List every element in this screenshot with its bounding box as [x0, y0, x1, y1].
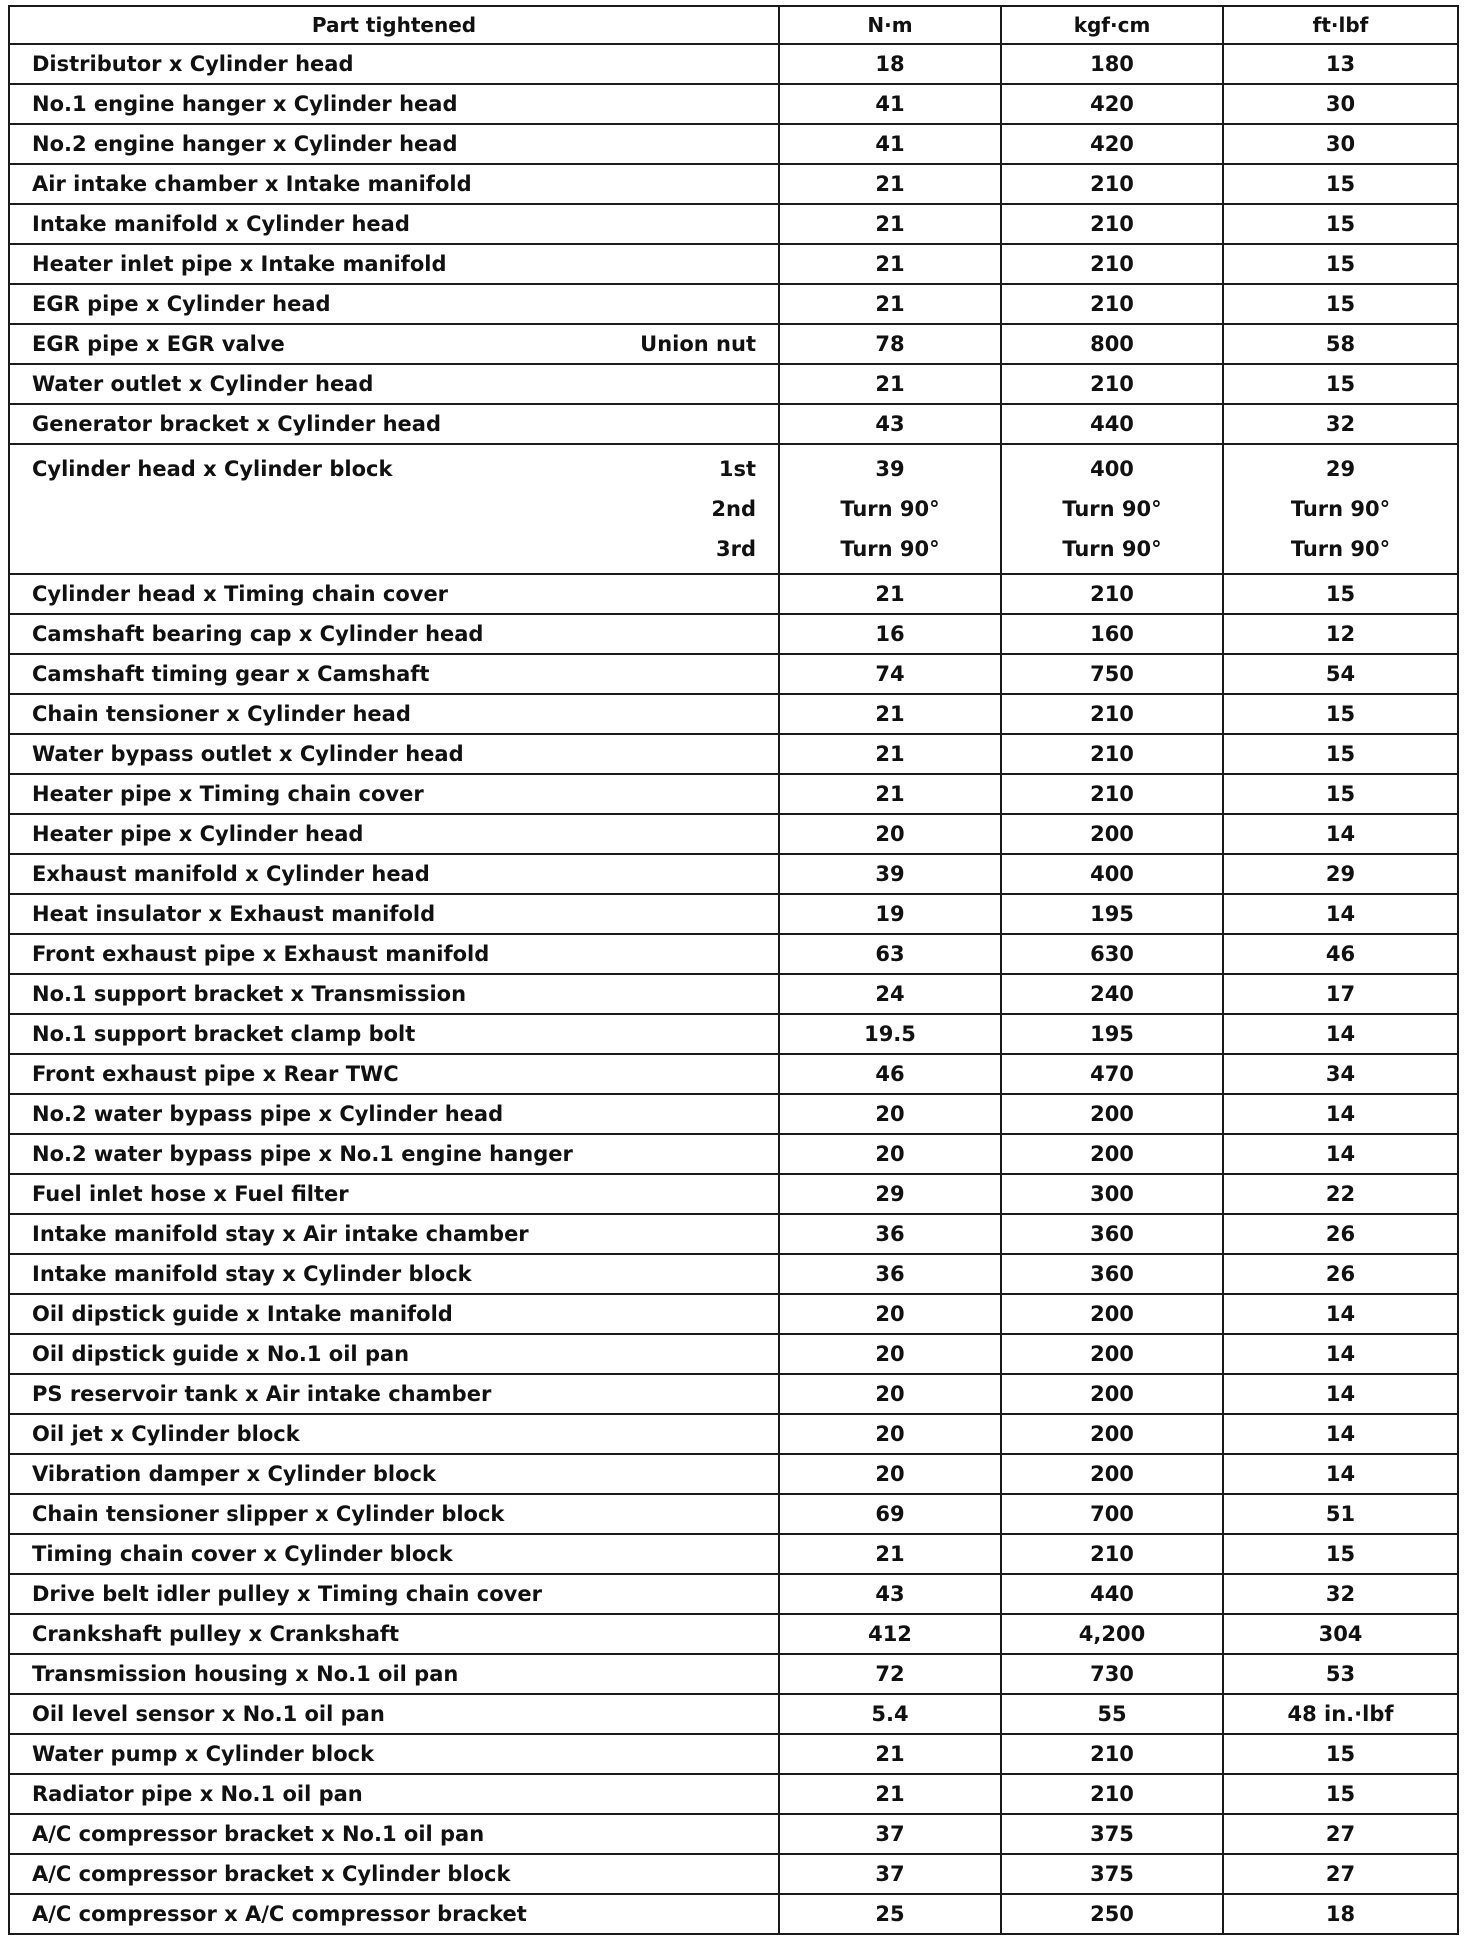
- kgf-value: 440: [1001, 404, 1223, 444]
- part-label: Chain tensioner x Cylinder head: [32, 702, 411, 726]
- ft-value: 14: [1223, 1334, 1458, 1374]
- kgf-value: 160: [1001, 614, 1223, 654]
- table-row-cylinder-head-block: [9, 444, 1458, 574]
- ft-value: 34: [1223, 1054, 1458, 1094]
- ft-value: 14: [1223, 814, 1458, 854]
- kgf-value: 210: [1001, 284, 1223, 324]
- kgf-value: 750: [1001, 654, 1223, 694]
- ft-value: 46: [1223, 934, 1458, 974]
- nm-value: 412: [779, 1614, 1001, 1654]
- kgf-value: 210: [1001, 694, 1223, 734]
- ft-value: 15: [1223, 364, 1458, 404]
- header-row: [9, 6, 1458, 44]
- ft-value: 14: [1223, 1414, 1458, 1454]
- ft-value: 15: [1223, 694, 1458, 734]
- kgf-value: 200: [1001, 814, 1223, 854]
- table-row: [9, 1654, 1458, 1694]
- table-row: [9, 1574, 1458, 1614]
- kgf-value: 400: [1090, 457, 1134, 481]
- ft-value: 15: [1223, 774, 1458, 814]
- kgf-value: 400: [1001, 854, 1223, 894]
- part-cell: [9, 84, 779, 124]
- part-cell: [9, 1054, 779, 1094]
- part-cell: [9, 1814, 779, 1854]
- table-row: [9, 1414, 1458, 1454]
- part-cell: [9, 1254, 779, 1294]
- table-row: [9, 1014, 1458, 1054]
- table-row: [9, 774, 1458, 814]
- header-nm: N·m: [779, 6, 1001, 44]
- ft-value: 30: [1223, 84, 1458, 124]
- part-cell: [9, 654, 779, 694]
- nm-value: 20: [779, 1414, 1001, 1454]
- part-label: Intake manifold stay x Cylinder block: [32, 1262, 472, 1286]
- kgf-value: 730: [1001, 1654, 1223, 1694]
- nm-cell: [779, 444, 1001, 574]
- step-label: 3rd: [715, 537, 756, 561]
- nm-value: 63: [779, 934, 1001, 974]
- nm-value: 21: [779, 284, 1001, 324]
- part-label: Timing chain cover x Cylinder block: [32, 1542, 453, 1566]
- part-cell: [9, 774, 779, 814]
- part-label: Heat insulator x Exhaust manifold: [32, 902, 436, 926]
- part-label: PS reservoir tank x Air intake chamber: [32, 1382, 492, 1406]
- nm-value: 21: [779, 244, 1001, 284]
- ft-value: 15: [1223, 164, 1458, 204]
- part-cell: [9, 1894, 779, 1934]
- nm-value: 41: [779, 124, 1001, 164]
- part-cell: [9, 1214, 779, 1254]
- kgf-value: 210: [1001, 1534, 1223, 1574]
- kgf-value: 200: [1001, 1134, 1223, 1174]
- part-cell: [9, 854, 779, 894]
- table-row: [9, 574, 1458, 614]
- part-cell: [9, 164, 779, 204]
- part-cell: [9, 734, 779, 774]
- kgf-value: 210: [1001, 204, 1223, 244]
- table-row: [9, 854, 1458, 894]
- nm-value: 19.5: [779, 1014, 1001, 1054]
- part-cell: [9, 44, 779, 84]
- table-row: [9, 284, 1458, 324]
- table-body-cylinder-head: [9, 444, 1458, 574]
- nm-value: 20: [779, 1134, 1001, 1174]
- kgf-value: 375: [1001, 1854, 1223, 1894]
- part-cell: [9, 614, 779, 654]
- ft-value: 14: [1223, 1454, 1458, 1494]
- table-row: [9, 1334, 1458, 1374]
- table-row: [9, 1854, 1458, 1894]
- table-row: [9, 934, 1458, 974]
- ft-value: 14: [1223, 1374, 1458, 1414]
- ft-value: 18: [1223, 1894, 1458, 1934]
- ft-value: 15: [1223, 1534, 1458, 1574]
- kgf-value: 300: [1001, 1174, 1223, 1214]
- kgf-value: 195: [1001, 1014, 1223, 1054]
- part-label: Vibration damper x Cylinder block: [32, 1462, 436, 1486]
- nm-value: 24: [779, 974, 1001, 1014]
- step-label: 1st: [718, 457, 756, 481]
- table-row: [9, 1614, 1458, 1654]
- ft-value: 14: [1223, 1094, 1458, 1134]
- nm-value: 20: [779, 1374, 1001, 1414]
- nm-value: 36: [779, 1214, 1001, 1254]
- kgf-value: 210: [1001, 164, 1223, 204]
- part-cell: [9, 974, 779, 1014]
- table-row: [9, 1374, 1458, 1414]
- table-row: [9, 1814, 1458, 1854]
- ft-value: 13: [1223, 44, 1458, 84]
- table-row: [9, 1534, 1458, 1574]
- table-row: [9, 404, 1458, 444]
- ft-value: 14: [1223, 1134, 1458, 1174]
- table-row: [9, 654, 1458, 694]
- table-row: [9, 1054, 1458, 1094]
- part-cell: [9, 1494, 779, 1534]
- table-row: [9, 204, 1458, 244]
- part-cell: [9, 1454, 779, 1494]
- table-row: [9, 1174, 1458, 1214]
- part-label: Front exhaust pipe x Exhaust manifold: [32, 942, 490, 966]
- nm-value: 21: [779, 1734, 1001, 1774]
- kgf-value: 195: [1001, 894, 1223, 934]
- part-cell: [9, 1734, 779, 1774]
- part-label: No.2 engine hanger x Cylinder head: [32, 132, 458, 156]
- ft-value: 27: [1223, 1814, 1458, 1854]
- nm-value: 43: [779, 1574, 1001, 1614]
- ft-value: 54: [1223, 654, 1458, 694]
- kgf-value: 360: [1001, 1254, 1223, 1294]
- kgf-value: 800: [1001, 324, 1223, 364]
- nm-value: 20: [779, 1454, 1001, 1494]
- nm-value: 20: [779, 814, 1001, 854]
- table-row: [9, 614, 1458, 654]
- ft-value: 27: [1223, 1854, 1458, 1894]
- part-label: Transmission housing x No.1 oil pan: [32, 1662, 459, 1686]
- part-cell: [9, 1374, 779, 1414]
- nm-value: 21: [779, 204, 1001, 244]
- part-label: EGR pipe x Cylinder head: [32, 292, 331, 316]
- part-label: Air intake chamber x Intake manifold: [32, 172, 472, 196]
- nm-value: 29: [779, 1174, 1001, 1214]
- part-cell: [9, 204, 779, 244]
- part-label: Chain tensioner slipper x Cylinder block: [32, 1502, 505, 1526]
- part-label: Crankshaft pulley x Crankshaft: [32, 1622, 400, 1646]
- part-label: EGR pipe x EGR valve: [32, 332, 285, 356]
- table-body-bottom: [9, 574, 1458, 1934]
- nm-value: 21: [779, 1534, 1001, 1574]
- nm-value: 20: [779, 1294, 1001, 1334]
- part-cell: [9, 1534, 779, 1574]
- part-cell: [9, 364, 779, 404]
- ft-cell: [1223, 444, 1458, 574]
- kgf-value: 420: [1001, 84, 1223, 124]
- part-label: Oil dipstick guide x Intake manifold: [32, 1302, 453, 1326]
- table-row: [9, 324, 1458, 364]
- nm-value: 21: [779, 694, 1001, 734]
- header-part: Part tightened: [9, 6, 779, 44]
- ft-value: 22: [1223, 1174, 1458, 1214]
- table-row: [9, 1774, 1458, 1814]
- part-cell: [9, 694, 779, 734]
- kgf-value: 200: [1001, 1414, 1223, 1454]
- part-cell: [9, 124, 779, 164]
- nm-value: 39: [875, 457, 905, 481]
- table-row: [9, 1734, 1458, 1774]
- table-row: [9, 164, 1458, 204]
- kgf-value: 250: [1001, 1894, 1223, 1934]
- ft-value: 14: [1223, 894, 1458, 934]
- part-label: Heater pipe x Cylinder head: [32, 822, 364, 846]
- kgf-value: 200: [1001, 1454, 1223, 1494]
- table-row: [9, 124, 1458, 164]
- nm-value: 41: [779, 84, 1001, 124]
- ft-value: 15: [1223, 284, 1458, 324]
- kgf-value: 420: [1001, 124, 1223, 164]
- kgf-value: 630: [1001, 934, 1223, 974]
- part-label: Cylinder head x Cylinder block: [32, 457, 393, 481]
- part-cell: [9, 1574, 779, 1614]
- kgf-value: 200: [1001, 1334, 1223, 1374]
- nm-value: 39: [779, 854, 1001, 894]
- part-cell: [9, 814, 779, 854]
- part-cell: [9, 404, 779, 444]
- table-body-top: [9, 44, 1458, 444]
- nm-value: 18: [779, 44, 1001, 84]
- ft-value: Turn 90°: [1290, 497, 1391, 521]
- ft-value: 26: [1223, 1214, 1458, 1254]
- ft-value: 51: [1223, 1494, 1458, 1534]
- part-cell: [9, 934, 779, 974]
- part-cell: [9, 444, 779, 574]
- ft-value: 48 in.·lbf: [1223, 1694, 1458, 1734]
- table-row: [9, 1254, 1458, 1294]
- kgf-value: 210: [1001, 774, 1223, 814]
- kgf-value: 210: [1001, 244, 1223, 284]
- nm-value: 21: [779, 774, 1001, 814]
- nm-value: 25: [779, 1894, 1001, 1934]
- part-label: Heater pipe x Timing chain cover: [32, 782, 424, 806]
- ft-value: 15: [1223, 734, 1458, 774]
- nm-value: 20: [779, 1334, 1001, 1374]
- part-cell: [9, 1774, 779, 1814]
- kgf-value: 200: [1001, 1094, 1223, 1134]
- ft-value: 29: [1223, 854, 1458, 894]
- header-ft: ft·lbf: [1223, 6, 1458, 44]
- header-kgf: kgf·cm: [1001, 6, 1223, 44]
- table-row: [9, 244, 1458, 284]
- ft-value: Turn 90°: [1290, 537, 1391, 561]
- nm-value: 21: [779, 1774, 1001, 1814]
- part-label: Heater inlet pipe x Intake manifold: [32, 252, 447, 276]
- ft-value: 32: [1223, 1574, 1458, 1614]
- part-label: No.1 support bracket x Transmission: [32, 982, 467, 1006]
- nm-value: Turn 90°: [840, 537, 940, 561]
- table-row: [9, 734, 1458, 774]
- ft-value: 26: [1223, 1254, 1458, 1294]
- kgf-value: 375: [1001, 1814, 1223, 1854]
- part-cell: [9, 1414, 779, 1454]
- part-cell: [9, 244, 779, 284]
- part-label: Drive belt idler pulley x Timing chain cover: [32, 1582, 542, 1606]
- part-label: Radiator pipe x No.1 oil pan: [32, 1782, 363, 1806]
- part-cell: [9, 1014, 779, 1054]
- nm-value: 21: [779, 164, 1001, 204]
- nm-value: 5.4: [779, 1694, 1001, 1734]
- nm-value: 72: [779, 1654, 1001, 1694]
- kgf-value: 440: [1001, 1574, 1223, 1614]
- ft-value: 15: [1223, 1734, 1458, 1774]
- part-label: Intake manifold stay x Air intake chamber: [32, 1222, 529, 1246]
- torque-spec-table: [8, 5, 1459, 1935]
- part-cell: [9, 1174, 779, 1214]
- kgf-value: 200: [1001, 1374, 1223, 1414]
- part-label: Water pump x Cylinder block: [32, 1742, 375, 1766]
- ft-value: 14: [1223, 1294, 1458, 1334]
- nm-value: 16: [779, 614, 1001, 654]
- kgf-value: 55: [1001, 1694, 1223, 1734]
- part-cell: [9, 574, 779, 614]
- kgf-value: 180: [1001, 44, 1223, 84]
- kgf-value: 200: [1001, 1294, 1223, 1334]
- table-row: [9, 1134, 1458, 1174]
- nm-value: Turn 90°: [840, 497, 940, 521]
- part-label: Oil dipstick guide x No.1 oil pan: [32, 1342, 410, 1366]
- ft-value: 15: [1223, 204, 1458, 244]
- part-label: Generator bracket x Cylinder head: [32, 412, 441, 436]
- table-row: [9, 1094, 1458, 1134]
- part-label: Exhaust manifold x Cylinder head: [32, 862, 430, 886]
- part-label: Oil jet x Cylinder block: [32, 1422, 300, 1446]
- part-cell: [9, 1614, 779, 1654]
- nm-value: 46: [779, 1054, 1001, 1094]
- part-label: A/C compressor bracket x Cylinder block: [32, 1862, 511, 1886]
- kgf-value: 360: [1001, 1214, 1223, 1254]
- part-label: No.1 support bracket clamp bolt: [32, 1022, 416, 1046]
- part-cell: [9, 1134, 779, 1174]
- ft-value: 15: [1223, 1774, 1458, 1814]
- part-cell: [9, 1654, 779, 1694]
- part-cell: [9, 894, 779, 934]
- table-row: [9, 1494, 1458, 1534]
- table-row: [9, 1694, 1458, 1734]
- part-label: No.1 engine hanger x Cylinder head: [32, 92, 458, 116]
- part-label: A/C compressor bracket x No.1 oil pan: [32, 1822, 485, 1846]
- kgf-value: 240: [1001, 974, 1223, 1014]
- kgf-value: 700: [1001, 1494, 1223, 1534]
- table-row: [9, 364, 1458, 404]
- kgf-value: 4,200: [1001, 1614, 1223, 1654]
- nm-value: 74: [779, 654, 1001, 694]
- part-label: Water bypass outlet x Cylinder head: [32, 742, 464, 766]
- kgf-value: 210: [1001, 734, 1223, 774]
- part-cell: [9, 284, 779, 324]
- part-label: No.2 water bypass pipe x Cylinder head: [32, 1102, 504, 1126]
- part-cell: [9, 1294, 779, 1334]
- ft-value: 58: [1223, 324, 1458, 364]
- ft-value: 14: [1223, 1014, 1458, 1054]
- ft-value: 32: [1223, 404, 1458, 444]
- part-label: Camshaft timing gear x Camshaft: [32, 662, 430, 686]
- table-row: [9, 44, 1458, 84]
- table-row: [9, 84, 1458, 124]
- ft-value: 15: [1223, 244, 1458, 284]
- part-label: Fuel inlet hose x Fuel filter: [32, 1182, 349, 1206]
- ft-value: 29: [1325, 457, 1356, 481]
- kgf-value: 210: [1001, 1774, 1223, 1814]
- part-label: Intake manifold x Cylinder head: [32, 212, 410, 236]
- part-label: A/C compressor x A/C compressor bracket: [32, 1902, 527, 1926]
- table-row: [9, 1294, 1458, 1334]
- ft-value: 30: [1223, 124, 1458, 164]
- part-cell: [9, 324, 779, 364]
- part-note: Union nut: [640, 332, 756, 356]
- nm-value: 21: [779, 574, 1001, 614]
- nm-value: 36: [779, 1254, 1001, 1294]
- kgf-value: 470: [1001, 1054, 1223, 1094]
- table-row: [9, 1454, 1458, 1494]
- nm-value: 37: [779, 1814, 1001, 1854]
- nm-value: 43: [779, 404, 1001, 444]
- ft-value: 53: [1223, 1654, 1458, 1694]
- part-label: Cylinder head x Timing chain cover: [32, 582, 449, 606]
- nm-value: 20: [779, 1094, 1001, 1134]
- table-row: [9, 1214, 1458, 1254]
- part-label: No.2 water bypass pipe x No.1 engine hanger: [32, 1142, 573, 1166]
- part-label: Front exhaust pipe x Rear TWC: [32, 1062, 399, 1086]
- ft-value: 12: [1223, 614, 1458, 654]
- ft-value: 17: [1223, 974, 1458, 1014]
- nm-value: 69: [779, 1494, 1001, 1534]
- nm-value: 78: [779, 324, 1001, 364]
- table-row: [9, 974, 1458, 1014]
- part-cell: [9, 1094, 779, 1134]
- part-label: Oil level sensor x No.1 oil pan: [32, 1702, 385, 1726]
- part-cell: [9, 1854, 779, 1894]
- nm-value: 21: [779, 734, 1001, 774]
- nm-value: 19: [779, 894, 1001, 934]
- nm-value: 37: [779, 1854, 1001, 1894]
- kgf-value: 210: [1001, 1734, 1223, 1774]
- part-label: Distributor x Cylinder head: [32, 52, 354, 76]
- part-label: Camshaft bearing cap x Cylinder head: [32, 622, 484, 646]
- table-row: [9, 1894, 1458, 1934]
- kgf-value: 210: [1001, 574, 1223, 614]
- nm-value: 21: [779, 364, 1001, 404]
- table-row: [9, 894, 1458, 934]
- ft-value: 15: [1223, 574, 1458, 614]
- part-label: Water outlet x Cylinder head: [32, 372, 374, 396]
- part-cell: [9, 1694, 779, 1734]
- table-row: [9, 694, 1458, 734]
- kgf-cell: [1001, 444, 1223, 574]
- step-label: 2nd: [711, 497, 756, 521]
- kgf-value: Turn 90°: [1062, 497, 1162, 521]
- table-row: [9, 814, 1458, 854]
- ft-value: 304: [1223, 1614, 1458, 1654]
- kgf-value: 210: [1001, 364, 1223, 404]
- kgf-value: Turn 90°: [1062, 537, 1162, 561]
- part-cell: [9, 1334, 779, 1374]
